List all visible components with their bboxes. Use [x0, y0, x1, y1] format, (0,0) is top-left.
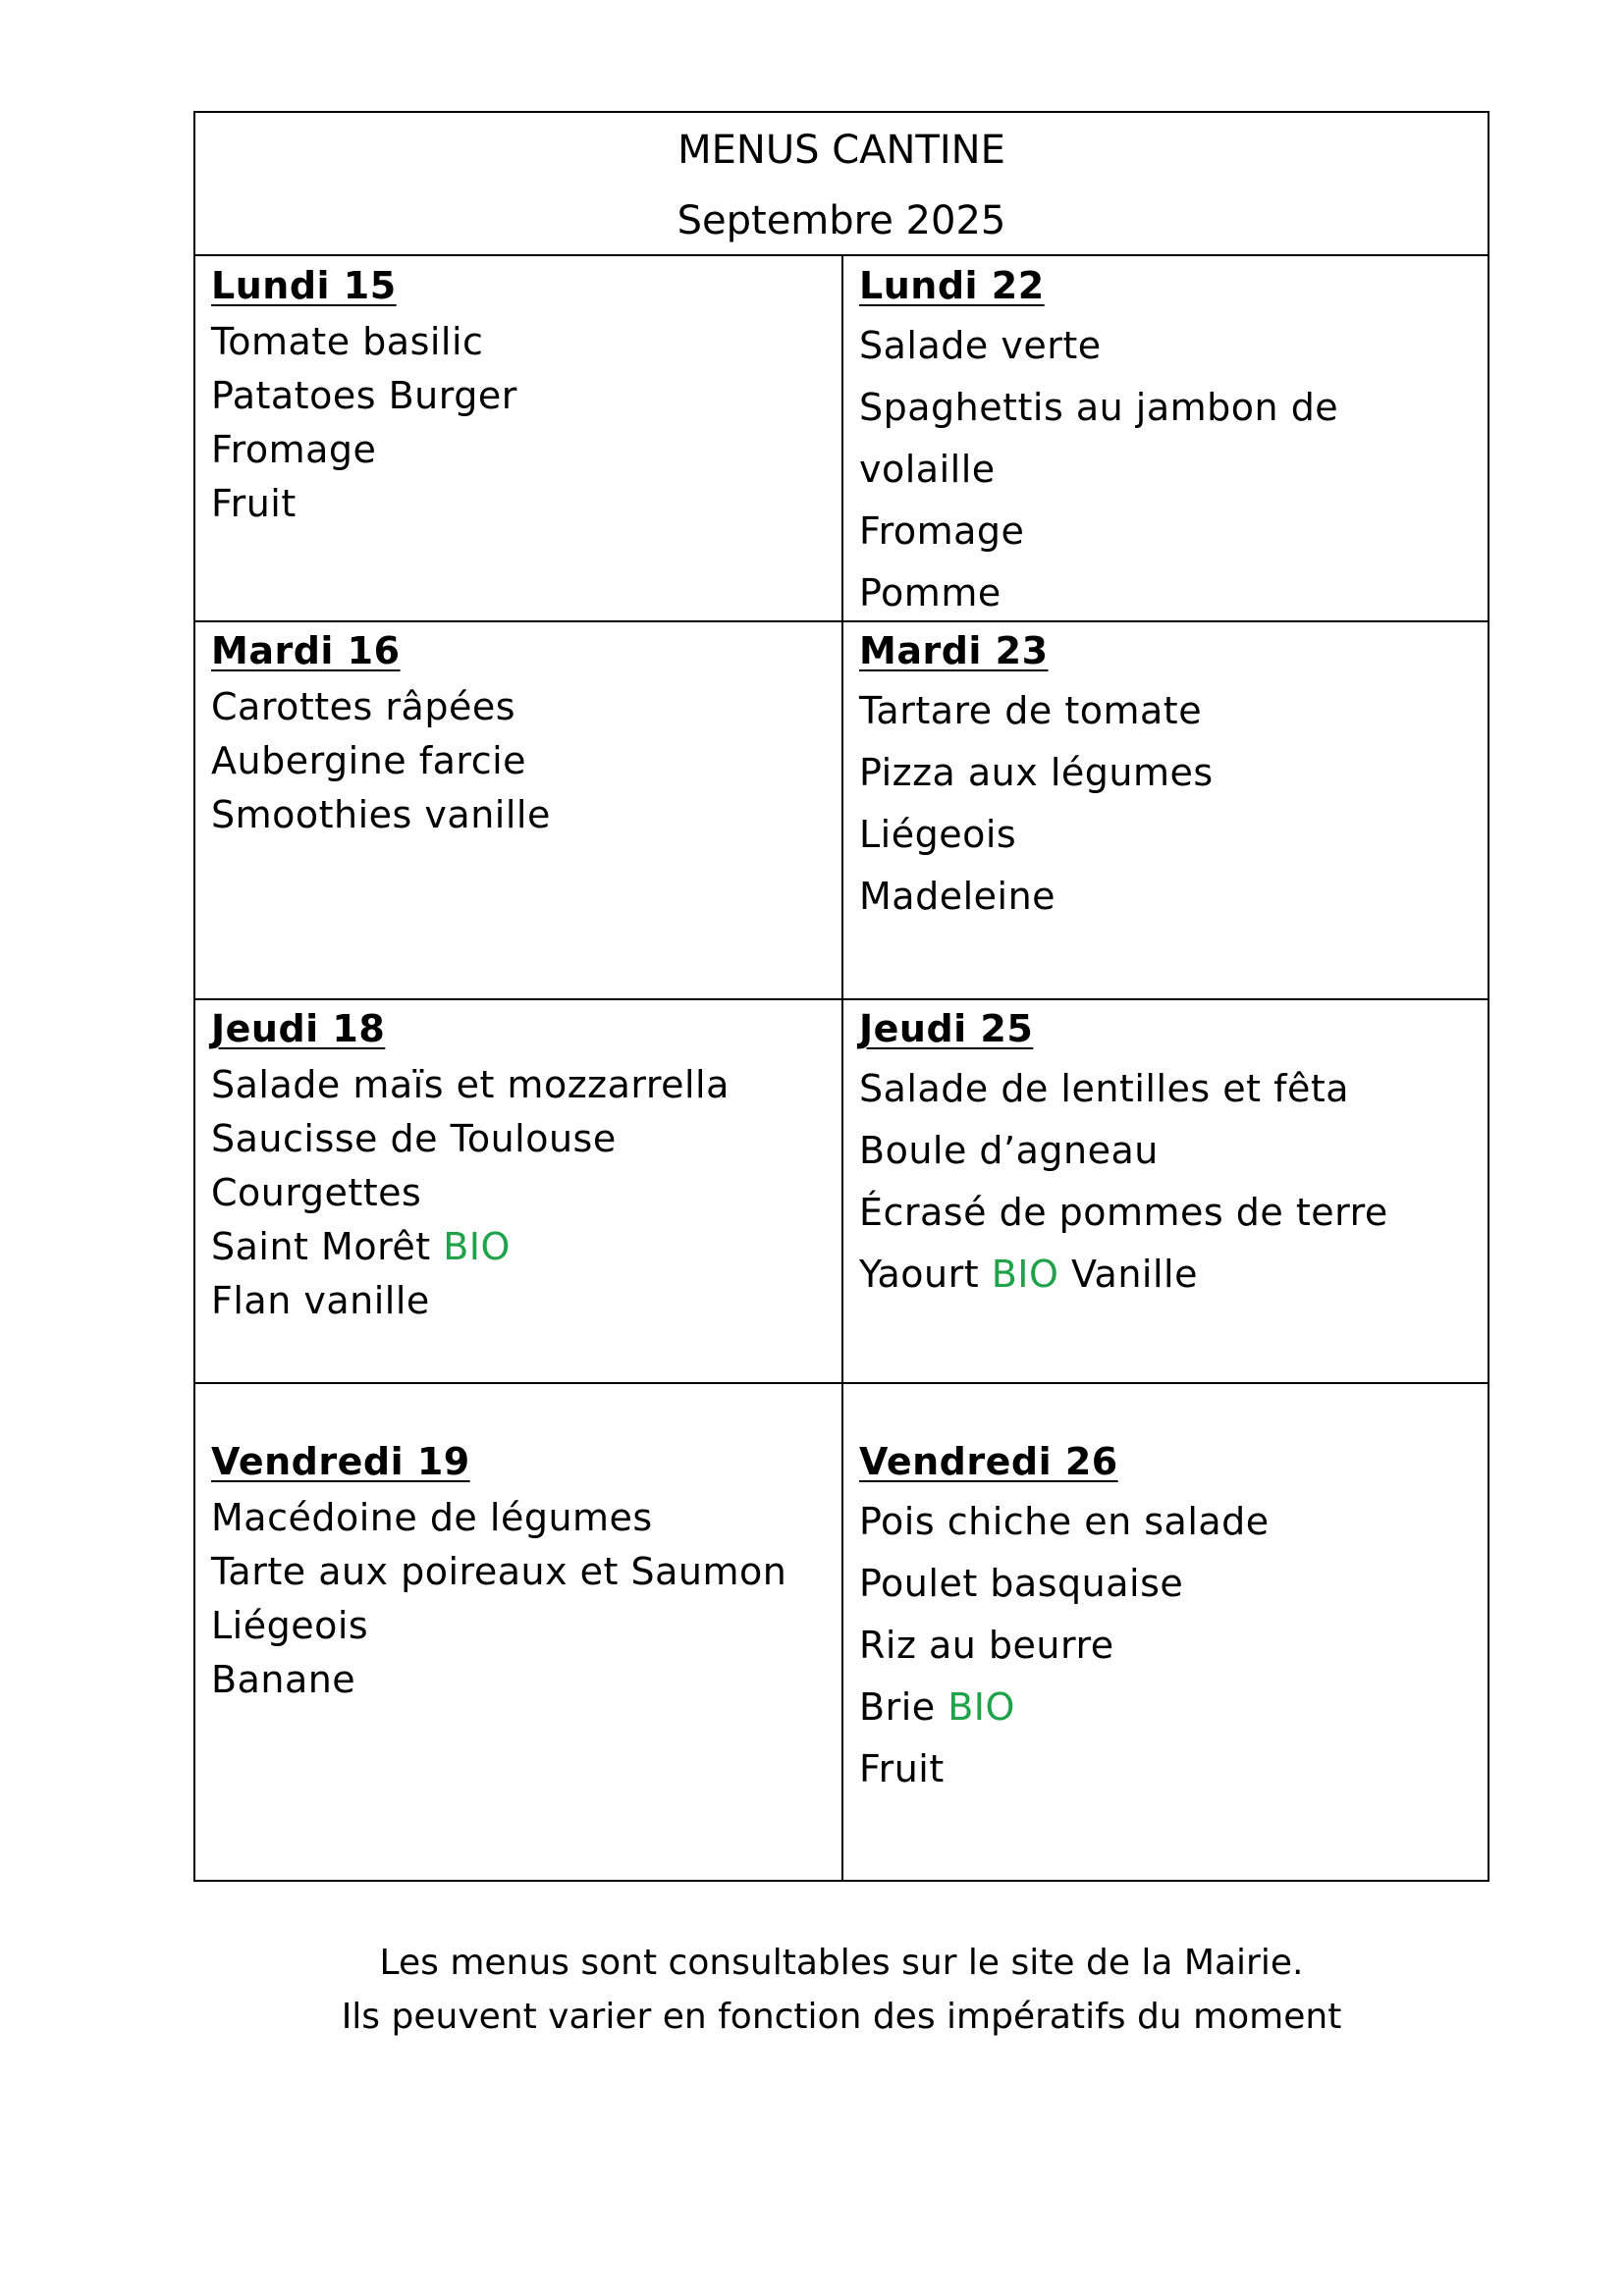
day-cell-vendredi-19	[211, 1432, 834, 1880]
dish-item	[211, 1491, 834, 1545]
dish-item	[211, 1653, 834, 1707]
footer-note	[193, 1936, 1489, 2044]
dish-name: Tarte aux poireaux et Saumon	[211, 1550, 787, 1593]
dish-list	[211, 680, 834, 842]
dish-item	[859, 1553, 1480, 1615]
dish-list	[859, 315, 1480, 624]
column-divider	[841, 256, 843, 1880]
dish-item	[211, 315, 834, 369]
menu-header	[195, 113, 1488, 256]
dish-item	[211, 1058, 834, 1112]
dish-name: Yaourt	[859, 1253, 980, 1296]
dish-item	[859, 315, 1480, 377]
dish-name: Écrasé de pommes de terre	[859, 1191, 1388, 1234]
dish-name: Banane	[211, 1658, 356, 1701]
dish-name: Smoothies vanille	[211, 793, 551, 836]
day-cell-jeudi-25	[859, 999, 1480, 1383]
dish-item	[859, 866, 1480, 928]
dish-list	[211, 1491, 834, 1707]
day-cell-mardi-23	[859, 621, 1480, 999]
day-cell-lundi-15	[211, 256, 834, 621]
dish-item	[211, 477, 834, 531]
dish-name: Spaghettis au jambon de volaille	[859, 386, 1339, 491]
dish-list	[859, 1491, 1480, 1800]
day-title: Vendredi 26	[859, 1440, 1118, 1483]
dish-item	[211, 1545, 834, 1599]
dish-name: Salade verte	[859, 324, 1102, 367]
dish-item	[859, 1491, 1480, 1553]
dish-name: Flan vanille	[211, 1279, 430, 1322]
dish-item	[211, 680, 834, 734]
dish-name: Liégeois	[211, 1604, 369, 1647]
dish-item	[211, 1599, 834, 1653]
day-title: Mardi 16	[211, 629, 401, 672]
day-title: Jeudi 25	[859, 1007, 1034, 1050]
dish-item	[211, 1274, 834, 1328]
dish-item	[859, 1182, 1480, 1244]
dish-item	[859, 1677, 1480, 1738]
day-cell-lundi-22	[859, 256, 1480, 621]
dish-item	[859, 1244, 1480, 1306]
dish-item	[211, 734, 834, 788]
day-cell-vendredi-26	[859, 1432, 1480, 1880]
day-title: Mardi 23	[859, 629, 1049, 672]
day-cell-jeudi-18	[211, 999, 834, 1383]
dish-item	[859, 742, 1480, 804]
dish-name: Macédoine de légumes	[211, 1496, 653, 1539]
dish-name: Tomate basilic	[211, 320, 484, 363]
dish-item	[211, 369, 834, 423]
dish-item	[859, 1120, 1480, 1182]
dish-name: Pizza aux légumes	[859, 751, 1214, 794]
dish-name: Carottes râpées	[211, 685, 515, 728]
menu-month: Septembre 2025	[677, 198, 1006, 243]
row-divider	[195, 1382, 1488, 1384]
dish-item	[211, 1166, 834, 1220]
dish-name: Poulet basquaise	[859, 1562, 1184, 1605]
dish-name: Boule d’agneau	[859, 1129, 1159, 1172]
dish-item	[211, 1112, 834, 1166]
dish-name: Saint Morêt	[211, 1225, 431, 1268]
dish-name: Courgettes	[211, 1171, 422, 1214]
day-title: Jeudi 18	[211, 1007, 386, 1050]
dish-list	[211, 315, 834, 531]
dish-item	[859, 804, 1480, 866]
dish-name: Fromage	[859, 509, 1025, 553]
dish-item	[859, 501, 1480, 562]
dish-item	[859, 680, 1480, 742]
bio-label: BIO	[947, 1685, 1015, 1729]
dish-item	[859, 377, 1480, 501]
dish-list	[859, 1058, 1480, 1306]
dish-name: Aubergine farcie	[211, 739, 527, 782]
menu-table	[193, 111, 1489, 1882]
dish-list	[211, 1058, 834, 1328]
dish-name-suffix: Vanille	[1071, 1253, 1198, 1296]
dish-name: Saucisse de Toulouse	[211, 1117, 617, 1160]
dish-item	[211, 788, 834, 842]
dish-item	[859, 1738, 1480, 1800]
menu-title: MENUS CANTINE	[677, 128, 1005, 173]
row-divider	[195, 620, 1488, 622]
dish-name: Fromage	[211, 428, 377, 471]
footer-line-1: Les menus sont consultables sur le site de la Mairie.	[379, 1943, 1304, 1983]
dish-name: Pois chiche en salade	[859, 1500, 1270, 1543]
dish-item	[211, 1220, 834, 1274]
day-title: Vendredi 19	[211, 1440, 470, 1483]
dish-name: Salade maïs et mozzarrella	[211, 1063, 730, 1106]
day-cell-mardi-16	[211, 621, 834, 999]
dish-item	[211, 423, 834, 477]
day-title: Lundi 22	[859, 264, 1045, 307]
dish-name: Pomme	[859, 571, 1001, 614]
dish-name: Liégeois	[859, 813, 1017, 856]
dish-item	[859, 562, 1480, 624]
dish-item	[859, 1615, 1480, 1677]
dish-name: Madeleine	[859, 875, 1056, 918]
day-title: Lundi 15	[211, 264, 397, 307]
dish-item	[859, 1058, 1480, 1120]
dish-name: Riz au beurre	[859, 1624, 1114, 1667]
dish-name: Tartare de tomate	[859, 689, 1203, 732]
dish-name: Fruit	[859, 1747, 945, 1790]
footer-line-2: Ils peuvent varier en fonction des impératifs du moment	[341, 1997, 1342, 2037]
row-divider	[195, 998, 1488, 1000]
bio-label: BIO	[443, 1225, 511, 1268]
bio-label: BIO	[991, 1253, 1059, 1296]
dish-name: Fruit	[211, 482, 297, 525]
dish-name: Brie	[859, 1685, 936, 1729]
dish-list	[859, 680, 1480, 928]
dish-name: Salade de lentilles et fêta	[859, 1067, 1350, 1110]
dish-name: Patatoes Burger	[211, 374, 517, 417]
